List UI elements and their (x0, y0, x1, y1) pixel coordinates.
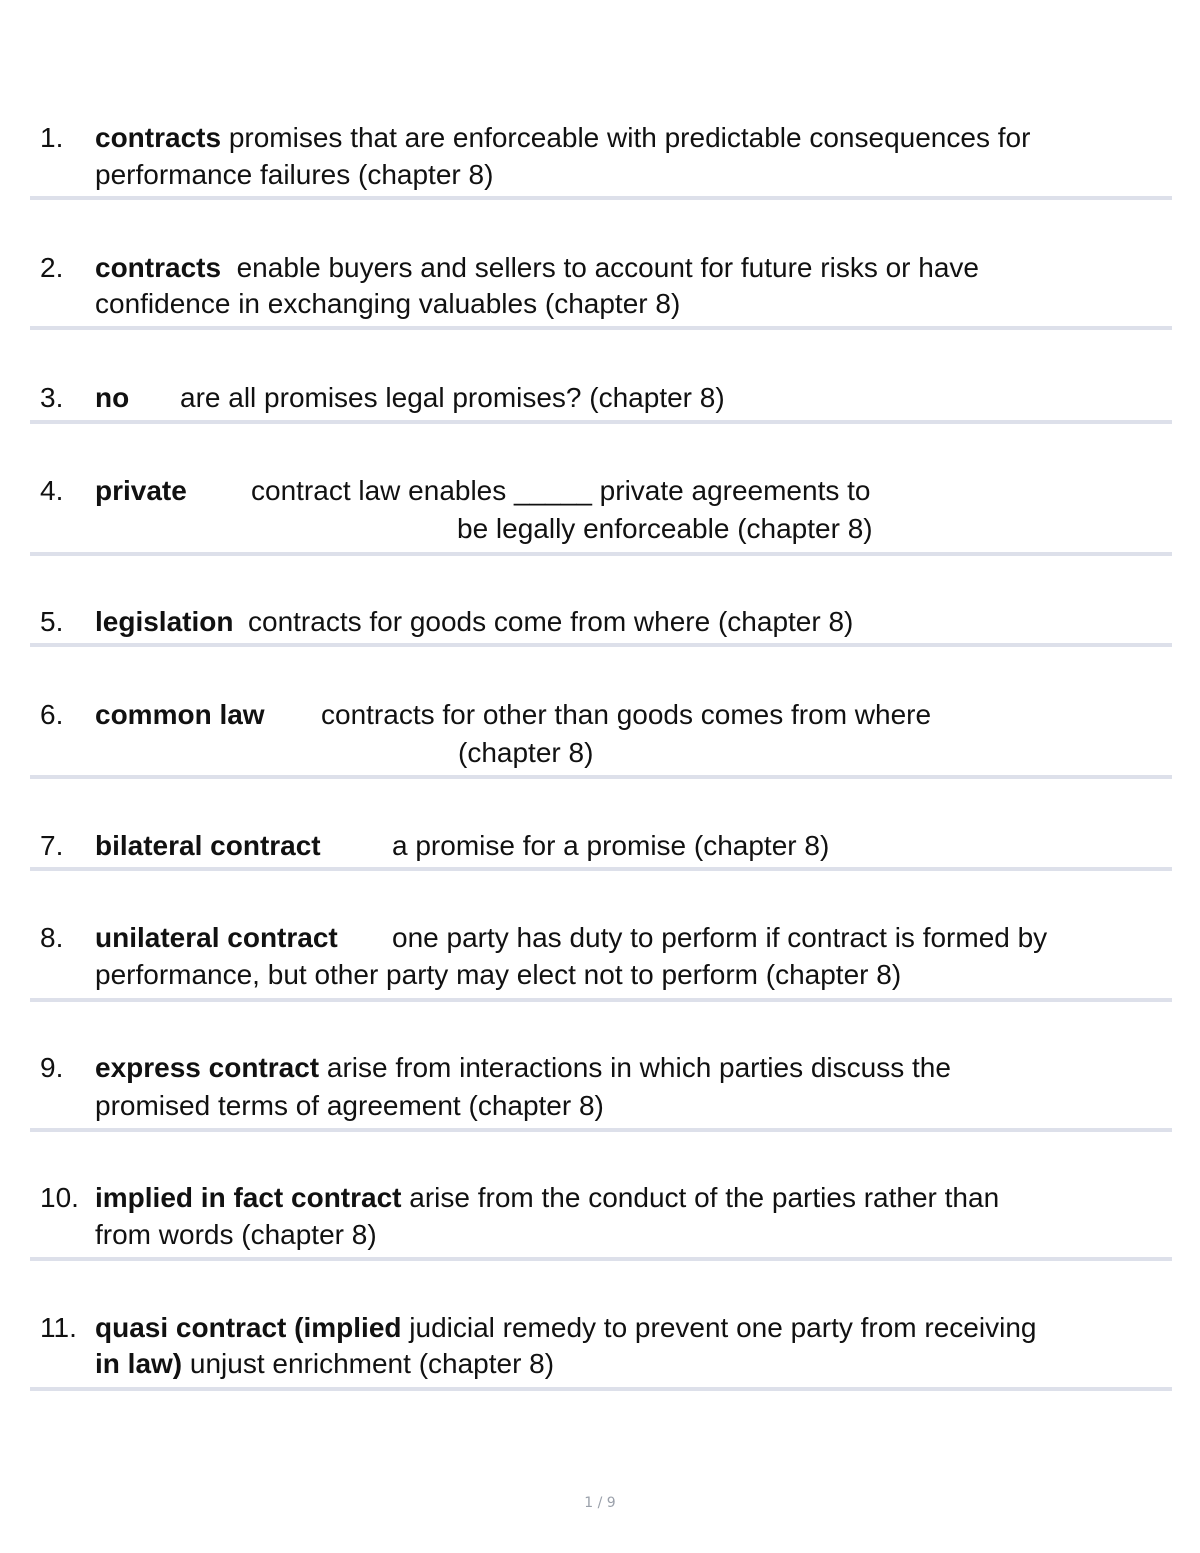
card-number: 8. (40, 922, 64, 953)
card-number: 7. (40, 830, 64, 861)
card-definition-continued: unjust enrichment (chapter 8) (182, 1348, 555, 1379)
card-definition: contract law enables _____ private agreements to (251, 475, 871, 506)
card-line-1 (95, 252, 979, 284)
card-definition: arise from interactions in which parties discuss the (319, 1052, 951, 1083)
card-definition: enable buyers and sellers to account for future risks or have (221, 252, 980, 283)
card-term: private (95, 475, 187, 506)
flashcard-4 (30, 471, 1172, 556)
card-number: 1. (40, 122, 64, 153)
card-definition: one party has duty to perform if contract is formed by (392, 922, 1048, 953)
card-definition-continued: confidence in exchanging valuables (chapter 8) (95, 288, 681, 319)
card-term-continued: in law) (95, 1348, 183, 1379)
card-line-2 (95, 1348, 554, 1380)
page-indicator: 1 / 9 (584, 1495, 616, 1511)
card-number: 2. (40, 252, 64, 283)
flashcard-6 (30, 696, 1172, 779)
flashcard-2 (30, 248, 1172, 330)
flashcard-10 (30, 1179, 1172, 1261)
card-definition: contracts for other than goods comes from where (321, 699, 932, 730)
card-line-1 (95, 1312, 1036, 1344)
flashcard-11 (30, 1308, 1172, 1391)
card-definition: arise from the conduct of the parties rather than (401, 1182, 1000, 1213)
card-line-1 (95, 1182, 999, 1214)
card-term: bilateral contract (95, 830, 321, 861)
card-number: 9. (40, 1052, 64, 1083)
card-number: 4. (40, 475, 64, 506)
card-definition-continued: performance, but other party may elect not to perform (chapter 8) (95, 959, 902, 990)
card-definition-continued: from words (chapter 8) (95, 1219, 377, 1250)
card-definition-continued: be legally enforceable (chapter 8) (457, 513, 873, 544)
card-definition: contracts for goods come from where (chapter 8) (248, 606, 854, 637)
card-definition: promises that are enforceable with predictable consequences for (221, 122, 1031, 153)
card-definition: judicial remedy to prevent one party from receiving (401, 1312, 1037, 1343)
card-term: legislation (95, 606, 234, 637)
card-number: 5. (40, 606, 64, 637)
card-definition-continued: promised terms of agreement (chapter 8) (95, 1090, 604, 1121)
flashcard-8 (30, 919, 1172, 1002)
card-definition-continued: (chapter 8) (458, 737, 594, 768)
card-term: unilateral contract (95, 922, 338, 953)
card-term: quasi contract (implied (95, 1312, 402, 1343)
card-line-1 (95, 1052, 951, 1084)
flashcard-5 (30, 603, 1172, 647)
flashcard-9 (30, 1050, 1172, 1132)
card-definition: are all promises legal promises? (chapter 8) (180, 382, 725, 413)
card-term: no (95, 382, 130, 413)
card-number: 3. (40, 382, 64, 413)
card-line-1 (95, 122, 1030, 154)
card-term: implied in fact contract (95, 1182, 402, 1213)
flashcard-3 (30, 378, 1172, 424)
card-term: contracts (95, 252, 222, 283)
card-term: contracts (95, 122, 222, 153)
card-term: express contract (95, 1052, 320, 1083)
card-number: 6. (40, 699, 64, 730)
card-number: 10. (40, 1182, 79, 1213)
card-term: common law (95, 699, 265, 730)
card-definition: a promise for a promise (chapter 8) (392, 830, 830, 861)
card-number: 11. (40, 1312, 77, 1343)
card-definition-continued: performance failures (chapter 8) (95, 159, 494, 190)
flashcard-7 (30, 828, 1172, 871)
flashcard-1 (30, 118, 1172, 200)
